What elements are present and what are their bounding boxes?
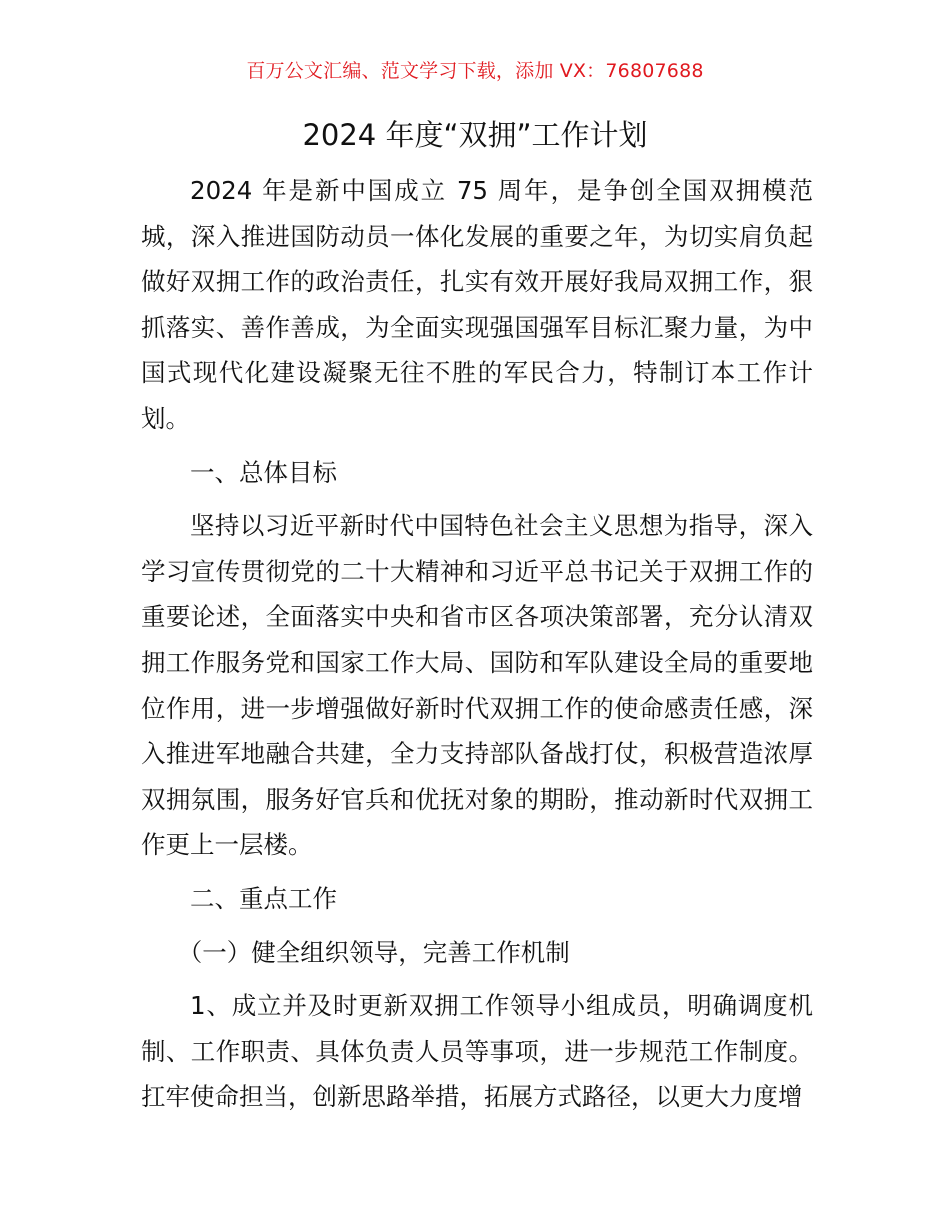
subsection-heading-organization: （一）健全组织领导，完善工作机制 bbox=[177, 937, 570, 967]
item-1-paragraph: 1、成立并及时更新双拥工作领导小组成员，明确调度机制、工作职责、具体负责人员等事项，进一步规范工作制度。扛牢使命担当，创新思路举措，拓展方式路径，以更大力度增 bbox=[141, 991, 813, 1112]
document-body bbox=[141, 168, 813, 1120]
intro-paragraph: 2024 年是新中国成立 75 周年，是争创全国双拥模范城，深入推进国防动员一体化发展的重要之年，为切实肩负起做好双拥工作的政治责任，扎实有效开展好我局双拥工作，狠抓落实、善作善成，为全面实现强国强军目标汇聚力量，为中国式现代化建设凝聚无往不胜的军民合力，特制订本工作计划。 bbox=[141, 176, 813, 433]
section-heading-key-work: 二、重点工作 bbox=[190, 883, 337, 913]
document-title: 2024 年度“双拥”工作计划 bbox=[302, 118, 648, 152]
overall-goal-paragraph: 坚持以习近平新时代中国特色社会主义思想为指导，深入学习宣传贯彻党的二十大精神和习近平总书记关于双拥工作的重要论述，全面落实中央和省市区各项决策部署，充分认清双拥工作服务党和国家工作大局、国防和军队建设全局的重要地位作用，进一步增强做好新时代双拥工作的使命感责任感，深入推进军地融合共建，全力支持部队备战打仗，积极营造浓厚双拥氛围，服务好官兵和优抚对象的期盼，推动新时代双拥工作更上一层楼。 bbox=[141, 511, 813, 860]
header-watermark-note: 百万公文汇编、范文学习下载，添加 VX：76807688 bbox=[246, 60, 704, 82]
section-heading-overall-goal: 一、总体目标 bbox=[190, 457, 337, 487]
